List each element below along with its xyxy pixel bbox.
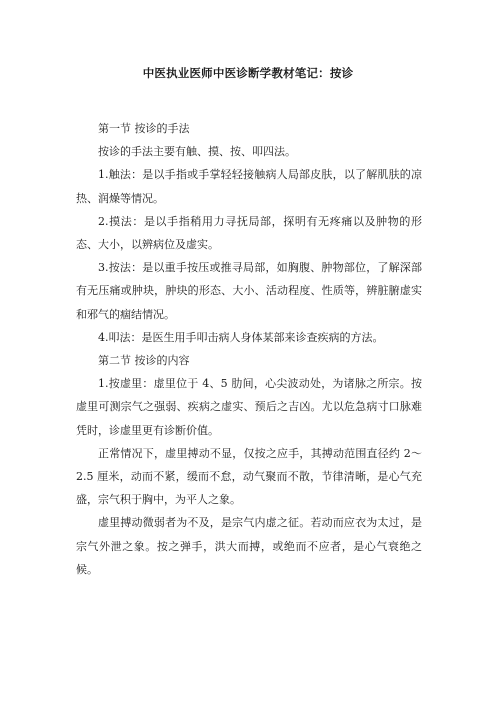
paragraph: 虚里搏动微弱者为不及，是宗气内虚之征。若动而应衣为太过，是宗气外泄之象。按之弹手，洪大而搏，或绝而不应者，是心气衰绝之候。 (76, 516, 422, 576)
document-title: 中医执业医师中医诊断学教材笔记：按诊 (142, 66, 354, 80)
paragraph: 按诊的手法主要有触、摸、按、叩四法。 (98, 145, 296, 159)
paragraph: 1.按虚里：虚里位于 4、5 肋间，心尖波动处，为诸脉之所宗。按虚里可测宗气之强弱、疾病之虚实、预后之吉凶。尤以危急病寸口脉难凭时，诊虚里更有诊断价值。 (76, 377, 422, 437)
document-body (76, 117, 422, 581)
paragraph: 4.叩法：是医生用手叩击病人身体某部来诊查疾病的方法。 (98, 330, 384, 344)
section-heading-2: 第二节 按诊的内容 (98, 354, 190, 368)
paragraph: 正常情况下，虚里搏动不显，仅按之应手，其搏动范围直径约 2～2.5 厘米，动而不紧，缓而不怠，动气聚而不散，节律清晰，是心气充盛，宗气积于胸中，为平人之象。 (76, 446, 422, 507)
paragraph: 3.按法：是以重手按压或推寻局部，如胸腹、肿物部位，了解深部有无压痛或肿块，肿块的形态、大小、活动程度、性质等，辨脏腑虚实和邪气的痼结情况。 (76, 261, 422, 321)
section-heading-1: 第一节 按诊的手法 (98, 122, 190, 135)
paragraph: 1.触法：是以手指或手掌轻轻接触病人局部皮肤，以了解肌肤的凉热、润燥等情况。 (76, 168, 422, 205)
paragraph: 2.摸法：是以手指稍用力寻抚局部，探明有无疼痛以及肿物的形态、大小，以辨病位及虚实。 (76, 214, 422, 252)
